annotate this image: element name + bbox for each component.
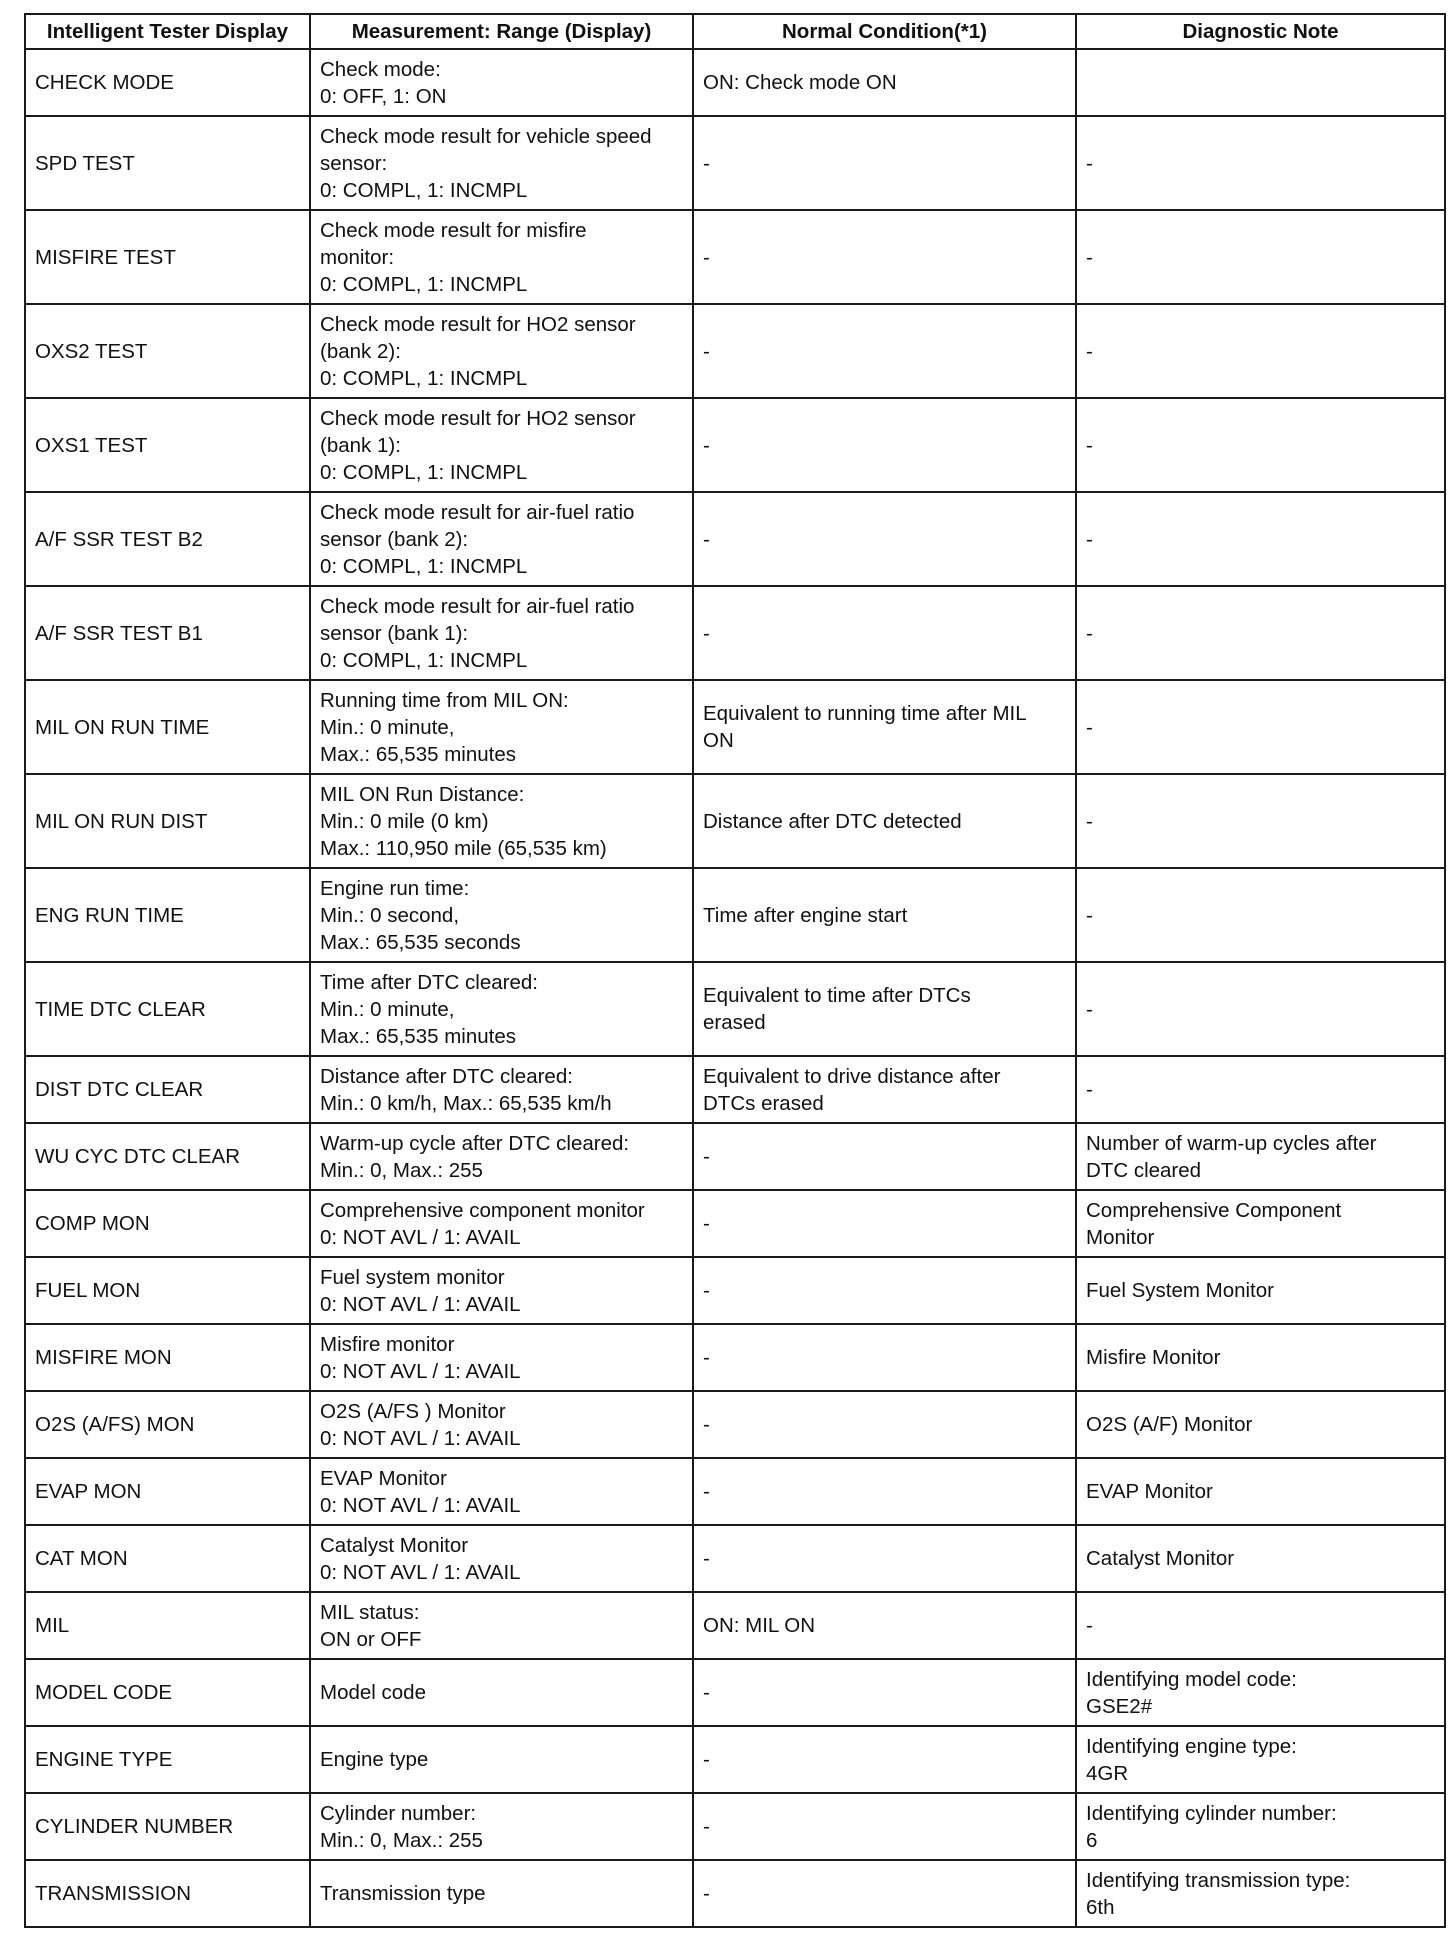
cell-normal-condition bbox=[693, 1324, 1076, 1391]
cell-line: Equivalent to drive distance after bbox=[703, 1064, 1001, 1088]
cell-measurement-range bbox=[310, 1592, 693, 1659]
cell-tester-display: A/F SSR TEST B1 bbox=[25, 586, 310, 680]
cell-line: Misfire Monitor bbox=[1086, 1346, 1221, 1369]
cell-diagnostic-note bbox=[1076, 492, 1445, 586]
cell-tester-display: SPD TEST bbox=[25, 116, 310, 210]
cell-line: Equivalent to running time after MIL bbox=[703, 702, 1027, 725]
table-row bbox=[25, 1324, 1445, 1391]
cell-normal-condition bbox=[693, 1726, 1076, 1793]
cell-diagnostic-note bbox=[1076, 586, 1445, 680]
cell-line: Check mode result for HO2 sensor bbox=[320, 312, 636, 336]
cell-line: sensor (bank 1): bbox=[320, 621, 469, 645]
cell-line: Engine type bbox=[320, 1748, 429, 1771]
cell-diagnostic-note bbox=[1076, 680, 1445, 774]
cell-normal-condition bbox=[693, 1659, 1076, 1726]
table-row bbox=[25, 1391, 1445, 1458]
cell-measurement-range bbox=[310, 210, 693, 304]
cell-tester-display: MIL ON RUN DIST bbox=[25, 774, 310, 868]
cell-normal-condition bbox=[693, 1525, 1076, 1592]
cell-diagnostic-note bbox=[1076, 1391, 1445, 1458]
cell-diagnostic-note bbox=[1076, 398, 1445, 492]
cell-line: - bbox=[703, 1279, 710, 1302]
cell-line: Running time from MIL ON: bbox=[320, 688, 569, 712]
cell-line: DTC cleared bbox=[1086, 1158, 1202, 1182]
cell-diagnostic-note bbox=[1076, 1257, 1445, 1324]
table-row bbox=[25, 1458, 1445, 1525]
cell-line: Catalyst Monitor bbox=[1086, 1547, 1235, 1570]
cell-line: Min.: 0 minute, bbox=[320, 715, 455, 739]
cell-line: 0: COMPL, 1: INCMPL bbox=[320, 554, 528, 578]
cell-normal-condition bbox=[693, 1123, 1076, 1190]
cell-diagnostic-note bbox=[1076, 1123, 1445, 1190]
cell-line: - bbox=[703, 245, 710, 269]
table-row bbox=[25, 116, 1445, 210]
cell-tester-display: OXS1 TEST bbox=[25, 398, 310, 492]
cell-line: - bbox=[703, 1413, 710, 1436]
cell-diagnostic-note bbox=[1076, 774, 1445, 868]
cell-normal-condition bbox=[693, 962, 1076, 1056]
cell-line: 0: COMPL, 1: INCMPL bbox=[320, 272, 528, 296]
cell-line: EVAP Monitor bbox=[320, 1466, 447, 1490]
cell-line: Identifying cylinder number: bbox=[1086, 1801, 1337, 1825]
cell-diagnostic-note bbox=[1076, 1324, 1445, 1391]
cell-measurement-range bbox=[310, 492, 693, 586]
cell-diagnostic-note bbox=[1076, 1190, 1445, 1257]
cell-tester-display: COMP MON bbox=[25, 1190, 310, 1257]
cell-normal-condition bbox=[693, 774, 1076, 868]
cell-line: - bbox=[1086, 339, 1093, 363]
cell-line: - bbox=[1086, 809, 1093, 833]
cell-normal-condition bbox=[693, 492, 1076, 586]
cell-diagnostic-note bbox=[1076, 1726, 1445, 1793]
table-row bbox=[25, 304, 1445, 398]
cell-normal-condition bbox=[693, 868, 1076, 962]
cell-line: Number of warm-up cycles after bbox=[1086, 1131, 1377, 1155]
cell-line: 6th bbox=[1086, 1895, 1115, 1919]
diagnostic-data-table bbox=[24, 13, 1446, 1928]
cell-line: - bbox=[1086, 1078, 1093, 1101]
cell-line: MIL status: bbox=[320, 1600, 420, 1624]
cell-line: Check mode result for air-fuel ratio bbox=[320, 500, 635, 524]
cell-line: Min.: 0, Max.: 255 bbox=[320, 1828, 483, 1852]
cell-diagnostic-note bbox=[1076, 1592, 1445, 1659]
cell-tester-display: FUEL MON bbox=[25, 1257, 310, 1324]
cell-diagnostic-note bbox=[1076, 1860, 1445, 1927]
cell-normal-condition bbox=[693, 1458, 1076, 1525]
cell-line: - bbox=[703, 1547, 710, 1570]
cell-line: Distance after DTC cleared: bbox=[320, 1064, 573, 1088]
cell-measurement-range bbox=[310, 1190, 693, 1257]
cell-line: 0: COMPL, 1: INCMPL bbox=[320, 178, 528, 202]
cell-line: O2S (A/FS ) Monitor bbox=[320, 1399, 506, 1423]
cell-diagnostic-note bbox=[1076, 868, 1445, 962]
cell-line: (bank 1): bbox=[320, 433, 401, 457]
cell-measurement-range bbox=[310, 1123, 693, 1190]
cell-line: Check mode result for misfire bbox=[320, 218, 587, 242]
cell-diagnostic-note bbox=[1076, 1793, 1445, 1860]
cell-tester-display: ENGINE TYPE bbox=[25, 1726, 310, 1793]
cell-line: - bbox=[703, 527, 710, 551]
table-header bbox=[25, 14, 1445, 49]
cell-tester-display: EVAP MON bbox=[25, 1458, 310, 1525]
cell-line: Max.: 65,535 minutes bbox=[320, 1024, 516, 1048]
cell-line: Identifying model code: bbox=[1086, 1667, 1297, 1691]
cell-normal-condition bbox=[693, 1592, 1076, 1659]
cell-line: 0: NOT AVL / 1: AVAIL bbox=[320, 1493, 521, 1517]
cell-line: Fuel system monitor bbox=[320, 1265, 505, 1289]
cell-line: Distance after DTC detected bbox=[703, 809, 962, 833]
cell-diagnostic-note bbox=[1076, 1659, 1445, 1726]
cell-line: GSE2# bbox=[1086, 1694, 1153, 1718]
cell-line: Comprehensive Component bbox=[1086, 1198, 1342, 1222]
cell-line: Min.: 0 second, bbox=[320, 903, 460, 927]
cell-diagnostic-note bbox=[1076, 1525, 1445, 1592]
cell-line: MIL ON Run Distance: bbox=[320, 782, 525, 806]
cell-diagnostic-note bbox=[1076, 962, 1445, 1056]
cell-diagnostic-note bbox=[1076, 304, 1445, 398]
cell-tester-display: WU CYC DTC CLEAR bbox=[25, 1123, 310, 1190]
cell-normal-condition bbox=[693, 210, 1076, 304]
cell-line: 0: COMPL, 1: INCMPL bbox=[320, 366, 528, 390]
cell-line: - bbox=[703, 1145, 710, 1168]
cell-line: Max.: 110,950 mile (65,535 km) bbox=[320, 836, 607, 860]
cell-line: - bbox=[703, 1882, 710, 1905]
cell-line: Check mode result for HO2 sensor bbox=[320, 406, 636, 430]
table-row bbox=[25, 774, 1445, 868]
cell-line: - bbox=[703, 433, 710, 457]
cell-line: Comprehensive component monitor bbox=[320, 1198, 645, 1222]
cell-measurement-range bbox=[310, 962, 693, 1056]
cell-normal-condition bbox=[693, 1190, 1076, 1257]
cell-measurement-range bbox=[310, 1324, 693, 1391]
cell-measurement-range bbox=[310, 1458, 693, 1525]
table-row bbox=[25, 1190, 1445, 1257]
cell-tester-display: TIME DTC CLEAR bbox=[25, 962, 310, 1056]
cell-line: Min.: 0 km/h, Max.: 65,535 km/h bbox=[320, 1091, 612, 1115]
cell-measurement-range bbox=[310, 1860, 693, 1927]
cell-line: Monitor bbox=[1086, 1225, 1155, 1249]
cell-line: Equivalent to time after DTCs bbox=[703, 984, 971, 1007]
cell-line: - bbox=[1086, 527, 1093, 551]
cell-tester-display: OXS2 TEST bbox=[25, 304, 310, 398]
cell-line: - bbox=[1086, 997, 1093, 1021]
cell-measurement-range bbox=[310, 1726, 693, 1793]
cell-line: - bbox=[703, 1748, 710, 1771]
cell-tester-display: A/F SSR TEST B2 bbox=[25, 492, 310, 586]
cell-diagnostic-note bbox=[1076, 116, 1445, 210]
cell-diagnostic-note bbox=[1076, 210, 1445, 304]
cell-line: - bbox=[1086, 245, 1093, 269]
cell-tester-display: O2S (A/FS) MON bbox=[25, 1391, 310, 1458]
cell-line: Misfire monitor bbox=[320, 1332, 455, 1356]
table-row bbox=[25, 1860, 1445, 1927]
cell-line: - bbox=[1086, 151, 1093, 175]
header-diagnostic-note: Diagnostic Note bbox=[1076, 14, 1445, 49]
cell-normal-condition bbox=[693, 1860, 1076, 1927]
cell-tester-display: MODEL CODE bbox=[25, 1659, 310, 1726]
cell-normal-condition bbox=[693, 49, 1076, 116]
cell-normal-condition bbox=[693, 398, 1076, 492]
cell-line: - bbox=[703, 1212, 710, 1235]
cell-measurement-range bbox=[310, 1793, 693, 1860]
cell-line: - bbox=[1086, 621, 1093, 645]
table-row bbox=[25, 586, 1445, 680]
cell-line: EVAP Monitor bbox=[1086, 1480, 1213, 1503]
cell-measurement-range bbox=[310, 1391, 693, 1458]
table-row bbox=[25, 962, 1445, 1056]
cell-line: ON or OFF bbox=[320, 1627, 422, 1651]
table-row bbox=[25, 398, 1445, 492]
table-row bbox=[25, 1726, 1445, 1793]
cell-line: Cylinder number: bbox=[320, 1801, 477, 1825]
cell-tester-display: MIL ON RUN TIME bbox=[25, 680, 310, 774]
cell-line: Time after engine start bbox=[703, 903, 908, 927]
cell-line: Check mode: bbox=[320, 57, 441, 81]
cell-line: (bank 2): bbox=[320, 339, 401, 363]
cell-measurement-range bbox=[310, 1056, 693, 1123]
cell-line: 6 bbox=[1086, 1828, 1098, 1852]
cell-line: Transmission type bbox=[320, 1882, 486, 1905]
table-row bbox=[25, 1056, 1445, 1123]
cell-tester-display: CHECK MODE bbox=[25, 49, 310, 116]
cell-measurement-range bbox=[310, 116, 693, 210]
cell-tester-display: CYLINDER NUMBER bbox=[25, 1793, 310, 1860]
cell-line: - bbox=[703, 339, 710, 363]
table-body bbox=[25, 49, 1445, 1927]
cell-line: 4GR bbox=[1086, 1761, 1129, 1785]
cell-line: - bbox=[1086, 715, 1093, 739]
cell-diagnostic-note bbox=[1076, 49, 1445, 116]
table-row bbox=[25, 1525, 1445, 1592]
cell-measurement-range bbox=[310, 868, 693, 962]
cell-line: Min.: 0 mile (0 km) bbox=[320, 809, 489, 833]
table-row bbox=[25, 49, 1445, 116]
cell-tester-display: CAT MON bbox=[25, 1525, 310, 1592]
cell-line: 0: NOT AVL / 1: AVAIL bbox=[320, 1560, 521, 1584]
cell-line: Time after DTC cleared: bbox=[320, 970, 538, 994]
cell-tester-display: ENG RUN TIME bbox=[25, 868, 310, 962]
cell-line: - bbox=[703, 1346, 710, 1369]
cell-measurement-range bbox=[310, 398, 693, 492]
cell-line: Check mode result for air-fuel ratio bbox=[320, 594, 635, 618]
cell-line: Min.: 0, Max.: 255 bbox=[320, 1158, 483, 1182]
cell-normal-condition bbox=[693, 116, 1076, 210]
cell-tester-display: MISFIRE MON bbox=[25, 1324, 310, 1391]
cell-normal-condition bbox=[693, 1793, 1076, 1860]
cell-line: Fuel System Monitor bbox=[1086, 1279, 1274, 1302]
cell-line: - bbox=[1086, 433, 1093, 457]
cell-line: 0: NOT AVL / 1: AVAIL bbox=[320, 1359, 521, 1383]
cell-line: erased bbox=[703, 1011, 766, 1034]
cell-normal-condition bbox=[693, 586, 1076, 680]
cell-tester-display: DIST DTC CLEAR bbox=[25, 1056, 310, 1123]
cell-measurement-range bbox=[310, 1525, 693, 1592]
cell-measurement-range bbox=[310, 1257, 693, 1324]
cell-line: Max.: 65,535 minutes bbox=[320, 742, 516, 766]
header-row bbox=[25, 14, 1445, 49]
cell-normal-condition bbox=[693, 1056, 1076, 1123]
cell-normal-condition bbox=[693, 1391, 1076, 1458]
cell-normal-condition bbox=[693, 304, 1076, 398]
cell-line: - bbox=[703, 621, 710, 645]
cell-line: - bbox=[703, 1681, 710, 1704]
cell-measurement-range bbox=[310, 680, 693, 774]
cell-measurement-range bbox=[310, 1659, 693, 1726]
header-tester-display: Intelligent Tester Display bbox=[25, 14, 310, 49]
cell-line: - bbox=[703, 1815, 710, 1838]
cell-line: Engine run time: bbox=[320, 876, 470, 900]
cell-diagnostic-note bbox=[1076, 1056, 1445, 1123]
cell-line: ON: MIL ON bbox=[703, 1614, 815, 1637]
cell-line: 0: NOT AVL / 1: AVAIL bbox=[320, 1225, 521, 1249]
cell-measurement-range bbox=[310, 304, 693, 398]
cell-line: Warm-up cycle after DTC cleared: bbox=[320, 1131, 630, 1155]
header-normal-condition: Normal Condition(*1) bbox=[693, 14, 1076, 49]
cell-line: - bbox=[703, 1480, 710, 1503]
cell-line: - bbox=[703, 151, 710, 175]
cell-line: 0: COMPL, 1: INCMPL bbox=[320, 460, 528, 484]
cell-diagnostic-note bbox=[1076, 1458, 1445, 1525]
table-row bbox=[25, 492, 1445, 586]
cell-measurement-range bbox=[310, 586, 693, 680]
table-row bbox=[25, 680, 1445, 774]
table-row bbox=[25, 1659, 1445, 1726]
cell-line: O2S (A/F) Monitor bbox=[1086, 1413, 1253, 1436]
table-row bbox=[25, 1592, 1445, 1659]
cell-line: ON: Check mode ON bbox=[703, 71, 897, 94]
cell-line: Check mode result for vehicle speed bbox=[320, 124, 652, 148]
cell-line: - bbox=[1086, 903, 1093, 927]
table-row bbox=[25, 868, 1445, 962]
table-row bbox=[25, 210, 1445, 304]
cell-line: 0: OFF, 1: ON bbox=[320, 84, 447, 108]
cell-line: DTCs erased bbox=[703, 1091, 824, 1115]
cell-line: Model code bbox=[320, 1681, 426, 1704]
cell-line: 0: NOT AVL / 1: AVAIL bbox=[320, 1426, 521, 1450]
cell-normal-condition bbox=[693, 1257, 1076, 1324]
cell-measurement-range bbox=[310, 49, 693, 116]
table-row bbox=[25, 1793, 1445, 1860]
cell-line: Identifying transmission type: bbox=[1086, 1868, 1351, 1892]
cell-measurement-range bbox=[310, 774, 693, 868]
cell-line: - bbox=[1086, 1614, 1093, 1637]
cell-line: 0: NOT AVL / 1: AVAIL bbox=[320, 1292, 521, 1316]
header-measurement-range: Measurement: Range (Display) bbox=[310, 14, 693, 49]
cell-tester-display: MISFIRE TEST bbox=[25, 210, 310, 304]
cell-line: Catalyst Monitor bbox=[320, 1533, 469, 1557]
cell-line: 0: COMPL, 1: INCMPL bbox=[320, 648, 528, 672]
cell-line: Min.: 0 minute, bbox=[320, 997, 455, 1021]
cell-tester-display: MIL bbox=[25, 1592, 310, 1659]
cell-tester-display: TRANSMISSION bbox=[25, 1860, 310, 1927]
table-row bbox=[25, 1123, 1445, 1190]
cell-line: monitor: bbox=[320, 245, 395, 269]
table-row bbox=[25, 1257, 1445, 1324]
cell-line: sensor: bbox=[320, 151, 388, 175]
cell-normal-condition bbox=[693, 680, 1076, 774]
cell-line: sensor (bank 2): bbox=[320, 527, 469, 551]
cell-line: ON bbox=[703, 729, 734, 752]
cell-line: Max.: 65,535 seconds bbox=[320, 930, 521, 954]
cell-line: Identifying engine type: bbox=[1086, 1734, 1297, 1758]
